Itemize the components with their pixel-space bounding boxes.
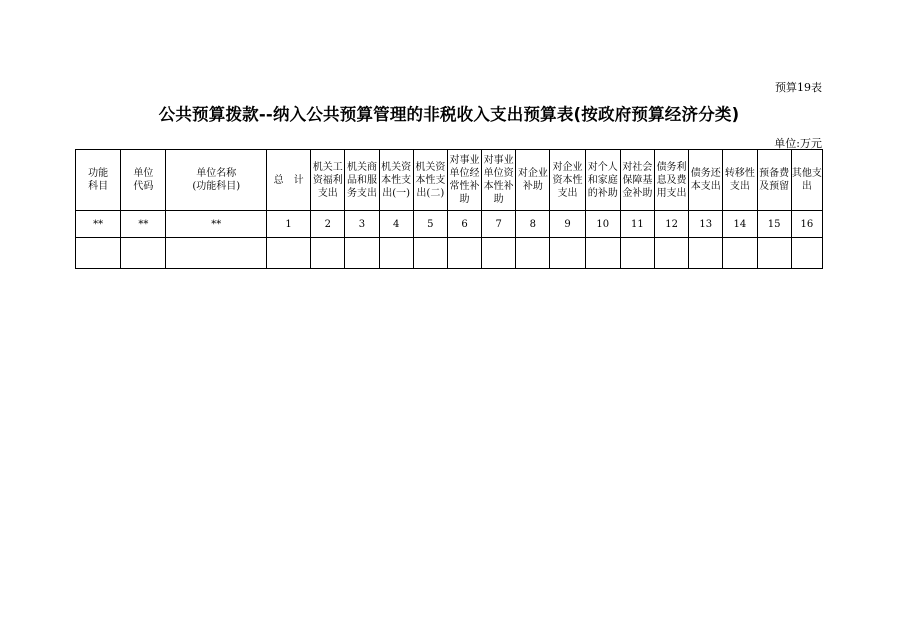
data-cell-14 [654, 238, 688, 269]
index-cell-3: 1 [267, 211, 311, 238]
header-cell-5: 机关商品和服务支出 [345, 150, 379, 211]
header-cell-10: 对企业补助 [516, 150, 550, 211]
index-cell-9: 7 [482, 211, 516, 238]
data-row [76, 238, 823, 269]
data-cell-18 [791, 238, 822, 269]
header-cell-0: 功能 科目 [76, 150, 121, 211]
index-cell-16: 14 [723, 211, 757, 238]
data-cell-7 [413, 238, 447, 269]
index-cell-8: 6 [447, 211, 481, 238]
header-cell-3: 总 计 [267, 150, 311, 211]
index-cell-13: 11 [620, 211, 654, 238]
header-cell-15: 债务还本支出 [689, 150, 723, 211]
index-cell-6: 4 [379, 211, 413, 238]
header-cell-17: 预备费及预留 [757, 150, 791, 211]
header-cell-9: 对事业单位资本性补助 [482, 150, 516, 211]
header-cell-2: 单位名称 (功能科目) [166, 150, 267, 211]
index-cell-2: ** [166, 211, 267, 238]
data-cell-16 [723, 238, 757, 269]
header-cell-8: 对事业单位经常性补助 [447, 150, 481, 211]
data-cell-1 [121, 238, 166, 269]
index-cell-14: 12 [654, 211, 688, 238]
data-cell-6 [379, 238, 413, 269]
data-cell-3 [267, 238, 311, 269]
budget-table [75, 149, 823, 269]
header-cell-16: 转移性支出 [723, 150, 757, 211]
data-cell-0 [76, 238, 121, 269]
data-cell-9 [482, 238, 516, 269]
index-row [76, 211, 823, 238]
index-cell-7: 5 [413, 211, 447, 238]
data-cell-15 [689, 238, 723, 269]
header-cell-6: 机关资本性支出(一) [379, 150, 413, 211]
index-cell-10: 8 [516, 211, 550, 238]
index-cell-4: 2 [311, 211, 345, 238]
index-cell-15: 13 [689, 211, 723, 238]
index-cell-1: ** [121, 211, 166, 238]
index-cell-0: ** [76, 211, 121, 238]
unit-label: 单位:万元 [774, 137, 822, 150]
index-cell-12: 10 [585, 211, 620, 238]
header-cell-4: 机关工资福利支出 [311, 150, 345, 211]
index-cell-17: 15 [757, 211, 791, 238]
data-cell-4 [311, 238, 345, 269]
index-cell-5: 3 [345, 211, 379, 238]
header-cell-7: 机关资本性支出(二) [413, 150, 447, 211]
data-cell-8 [447, 238, 481, 269]
data-cell-13 [620, 238, 654, 269]
table-number: 预算19表 [775, 81, 822, 94]
data-cell-10 [516, 238, 550, 269]
index-cell-11: 9 [550, 211, 585, 238]
data-cell-12 [585, 238, 620, 269]
data-cell-11 [550, 238, 585, 269]
header-cell-1: 单位 代码 [121, 150, 166, 211]
header-cell-14: 债务利息及费用支出 [654, 150, 688, 211]
data-cell-5 [345, 238, 379, 269]
header-row [76, 150, 823, 211]
header-cell-13: 对社会保障基金补助 [620, 150, 654, 211]
index-cell-18: 16 [791, 211, 822, 238]
header-cell-18: 其他支出 [791, 150, 822, 211]
data-cell-2 [166, 238, 267, 269]
header-cell-11: 对企业资本性支出 [550, 150, 585, 211]
data-cell-17 [757, 238, 791, 269]
header-cell-12: 对个人和家庭的补助 [585, 150, 620, 211]
page-title: 公共预算拨款--纳入公共预算管理的非税收入支出预算表(按政府预算经济分类) [158, 105, 740, 124]
